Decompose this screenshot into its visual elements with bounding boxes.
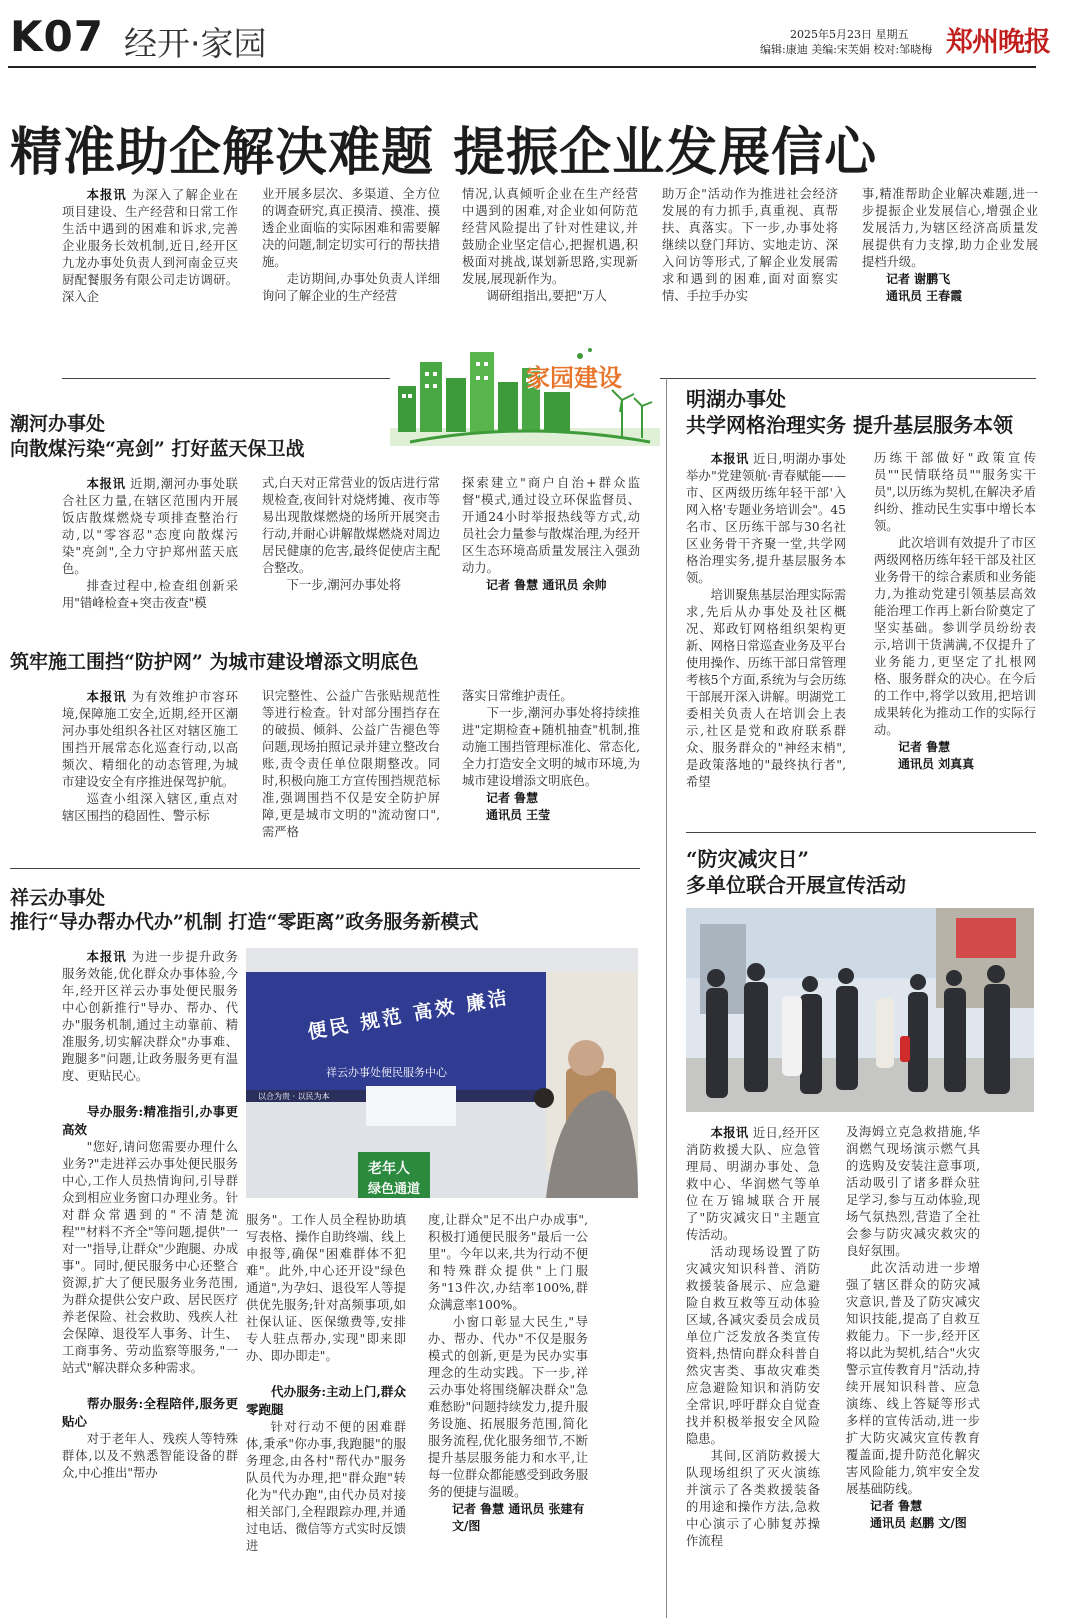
- weidang-column-1: 本报讯 为有效维护市容环境,保障施工安全,近期,经开区潮河办事处组织各社区对辖区施工围挡开展常态化巡查行动,以高频次、精细化的动态管理,为城市建设安全有序推进保驾护航。 巡查小组深入辖区,重点对辖区围挡的稳固性、警示标: [62, 689, 238, 823]
- lead-column-1: 本报讯 为深入了解企业在项目建设、生产经营和日常工作生活中遇到的困难和诉求,完善企业服务长效机制,近日,经开区九龙办事处负责人到河南金豆夹厨配餐服务有限公司走访调研。深入企: [62, 187, 238, 304]
- service-center-photo: [246, 948, 638, 1198]
- minghu-column-2: 历练干部做好"政策宣传员""民情联络员""服务实干员",以历练为契机,在解决矛盾纠纷、推动民生实事中增长本领。 此次培训有效提升了市区两级网格历练年轻干部及社区业务骨干的综合素质和业务能力,为推动党建引领基层高效能治理工作再上新台阶奠定了坚实基础。参训学员纷纷表示,培训干货满满,不仅提升了业务能力,更坚定了扎根网格、服务群众的决心。在今后的工作中,将学以致用,把培训成果转化为推动工作的实际行动。 记者 鲁慧 通讯员 刘真真: [874, 451, 1036, 771]
- sign-elderly: 老年人: [368, 1161, 410, 1177]
- weidang-column-3: 落实日常维护责任。 下一步,潮河办事处将持续推进"定期检查+随机抽查"机制,推动施工围挡管理标准化、常态化,全力打造安全文明的城市环境,为城市建设增添文明底色。 记者 鲁慧 通讯员 王莹: [462, 689, 640, 822]
- chaohe-kicker: 潮河办事处: [10, 413, 106, 435]
- minghu-column-1: 本报讯 近日,明湖办事处举办"党建领航·青春赋能——市、区两级历练年轻干部'入网入格'专题业务培训会"。45名市、区历练干部与30名社区业务骨干齐聚一堂,共学网格治理实务,提升基层服务本领。 培训聚焦基层治理实际需求,先后从办事处及社区概况、郑政钉网格组织架构更新、网格日常巡查业务及平台使用操作、历练干部日常管理考核5个方面,系统为与会历练干部展开深入讲解。明湖党工委相关负责人在培训会上表示,社区是党和政府联系群众、服务群众的"神经末梢",是政策落地的"最终执行者",希望: [686, 451, 846, 789]
- chaohe-column-2: 式,白天对正常营业的饭店进行常规检查,夜间针对烧烤摊、夜市等易出现散煤燃烧的场所开展突击行动,并耐心讲解散煤燃烧对周边居民健康的危害,最终促使店主配合整改。 下一步,潮河办事处将: [262, 476, 440, 592]
- disaster-prevention-photo: [686, 908, 1034, 1112]
- sign-slogan: 便民 规范 高效 廉洁: [305, 986, 512, 1044]
- xiangyun-column-1: 本报讯 为进一步提升政务服务效能,优化群众办事体验,今年,经开区祥云办事处便民服务中心创新推行"导办、帮办、代办"服务机制,通过主动靠前、精准服务,切实解决群众"办事难、跑腿多"问题,让政务服务更有温度、更贴民心。 导办服务:精准指引,办事更高效 "您好,请问您需要办理什么业务?"走进祥云办事处便民服务中心,工作人员热情询问,引导群众到相应业务窗口办理业务。针对群众常遇到的"不清楚流程""材料不齐全"等问题,提供"一对一"指导,让群众"少跑腿、办成事"。同时,便民服务中心还整合资源,扩大了便民服务业务范围,为群众提供公安户政、居民医疗养老保险、社会救助、残疾人社会保障、退役军人事务、计生、工商事务、劳动监察等服务,"一站式"解决群众多种需求。 帮办服务:全程陪伴,服务更贴心 对于老年人、残疾人等特殊群体,以及不熟悉智能设备的群众,中心推出"帮办: [62, 949, 238, 1480]
- header-rule: [8, 66, 1036, 68]
- crowd-demonstration-image: [686, 908, 1034, 1112]
- sign-center-name: 祥云办事处便民服务中心: [326, 1066, 447, 1079]
- divider: [10, 868, 640, 869]
- xiangyun-column-3: 度,让群众"足不出户办成事",积极打通便民服务"最后一公里"。今年以来,共为行动不便和特殊群众提供"上门服务"13件次,办结率100%,群众满意率100%。 小窗口彰显大民生,"导办、帮办、代办"不仅是服务模式的创新,更是为民办实事理念的生动实践。下一步,祥云办事处将围绕解决群众"急难愁盼"问题持续发力,提升服务设施、拓展服务范围,简化服务流程,优化服务细节,不断提升基层服务能力和水平,让每一位群众都能感受到政务服务的便捷与温暖。 记者 鲁慧 通讯员 张建有 文/图: [428, 1213, 588, 1533]
- fangzai-title: 多单位联合开展宣传活动: [686, 873, 906, 897]
- divider: [686, 832, 1036, 833]
- divider: [660, 378, 1036, 379]
- issue-date: 2025年5月23日 星期五: [790, 28, 909, 41]
- chaohe-column-1: 本报讯 近期,潮河办事处联合社区力量,在辖区范围内开展饭店散煤燃烧专项排查整治行动,以"零容忍"态度向散煤污染"亮剑",全力守护郑州蓝天底色。 排查过程中,检查组创新采用"错峰检查+突击夜查"模: [62, 476, 238, 610]
- chaohe-title: 向散煤污染“亮剑” 打好蓝天保卫战: [10, 438, 305, 460]
- sign-strip: 以合为贵 · 以民为本: [258, 1092, 330, 1101]
- editor-credits: 编辑:康迪 美编:宋芙娟 校对:邹晓梅: [760, 43, 933, 56]
- banner-label: 家园建设: [526, 364, 622, 392]
- lead-column-3: 情况,认真倾听企业在生产经营中遇到的困难,对企业如何防范经营风险提出了针对性建议,并鼓励企业坚定信心,把握机遇,积极面对挑战,谋划新思路,实现新发展,展现新作为。 调研组指出,要把"万人: [462, 187, 638, 303]
- chaohe-column-3: 探索建立"商户自治+群众监督"模式,通过设立环保监督员、开通24小时举报热线等方式,动员社会力量参与散煤治理,为经开区生态环境高质量发展注入强劲动力。 记者 鲁慧 通讯员 余帅: [462, 476, 640, 592]
- divider: [62, 378, 390, 379]
- page-number: K07: [10, 12, 104, 61]
- lead-column-4: 助万企"活动作为推进社会经济发展的有力抓手,真重视、真帮扶、真落实。下一步,办事处将继续以登门拜访、实地走访、深入问访等形式,了解企业发展需求和遇到的困难,面对面察实情、手拉手办实: [662, 187, 838, 303]
- home-construction-banner: [390, 342, 660, 446]
- xiangyun-column-2: 服务"。工作人员全程协助填写表格、操作自助终端、线上申报等,确保"困难群体不犯难"。此外,中心还开设"绿色通道",为孕妇、退役军人等提供优先服务;针对高频事项,如社保认证、医保缴费等,安排专人驻点帮办,实现"即来即办、即办即走"。 代办服务:主动上门,群众零跑腿 针对行动不便的困难群体,秉承"你办事,我跑腿"的服务理念,由各村"帮代办"服务队员代为办理,把"群众跑"转化为"代办跑",由代办员对接相关部门,全程跟踪办理,并通过电话、微信等方式实时反馈进: [246, 1213, 406, 1553]
- weidang-column-2: 识完整性、公益广告张贴规范性等进行检查。针对部分围挡存在的破损、倾斜、公益广告褪色等问题,现场拍照记录并建立整改台账,责令责任单位限期整改。同时,积极向施工方宣传围挡规范标准,强调围挡不仅是安全防护屏障,更是城市文明的"流动窗口",需严格: [262, 689, 440, 839]
- fangzai-column-1: 本报讯 近日,经开区消防救援大队、应急管理局、明湖办事处、急救中心、华润燃气等单位在万锦城联合开展了"防灾减灾日"主题宣传活动。 活动现场设置了防灾减灾知识科普、消防救援装备展示、应急避险自救互救等互动体验区域,各减灾委员会成员单位广泛发放各类宣传资料,热情向群众科普自然灾害类、事故灾难类应急避险知识和消防安全常识,呼吁群众自觉查找并积极举报安全风险隐患。 其间,区消防救援大队现场组织了灭火演练并演示了各类救援装备的用途和操作方法,急救中心演示了心肺复苏操作流程: [686, 1125, 820, 1548]
- fangzai-column-2: 及海姆立克急救措施,华润燃气现场演示燃气具的选购及安装注意事项,活动吸引了诸多群众驻足学习,参与互动体验,现场气氛热烈,营造了全社会参与防灾减灾救灾的良好氛围。 此次活动进一步增强了辖区群众的防灾减灾意识,普及了防灾减灾知识技能,提高了自救互救能力。下一步,经开区将以此为契机,结合"火灾警示宣传教育月"活动,持续开展知识科普、应急演练、线上答疑等形式多样的宣传活动,进一步扩大防灾减灾宣传教育覆盖面,提升防范化解灾害风险能力,筑牢安全发展基础防线。 记者 鲁慧 通讯员 赵鹏 文/图: [846, 1125, 980, 1530]
- sign-green-channel: 绿色通道: [368, 1182, 421, 1197]
- section-title: 经开·家园: [124, 24, 267, 63]
- minghu-kicker: 明湖办事处: [686, 387, 786, 411]
- lead-headline: 精准助企解决难题 提振企业发展信心: [10, 122, 878, 183]
- lead-column-5: 事,精准帮助企业解决难题,进一步提振企业发展信心,增强企业发展活力,为辖区经济高质量发展提供有力支撑,助力企业发展提档升级。 记者 谢鹏飞 通讯员 王春霞: [862, 187, 1038, 303]
- minghu-title: 共学网格治理实务 提升基层服务本领: [686, 413, 1013, 437]
- column-rule: [666, 378, 667, 1618]
- lead-column-2: 业开展多层次、多渠道、全方位的调查研究,真正摸清、摸准、摸透企业面临的实际困难和需要解决的问题,制定切实可行的帮扶措施。 走访期间,办事处负责人详细询问了解企业的生产经营: [262, 187, 440, 303]
- xiangyun-title: 推行“导办帮办代办”机制 打造“零距离”政务服务新模式: [10, 911, 479, 933]
- xiangyun-kicker: 祥云办事处: [10, 887, 106, 909]
- weidang-title: 筑牢施工围挡“防护网” 为城市建设增添文明底色: [10, 651, 419, 673]
- newspaper-logo: 郑州晚报: [946, 27, 1050, 58]
- fangzai-kicker: “防灾减灾日”: [686, 847, 810, 871]
